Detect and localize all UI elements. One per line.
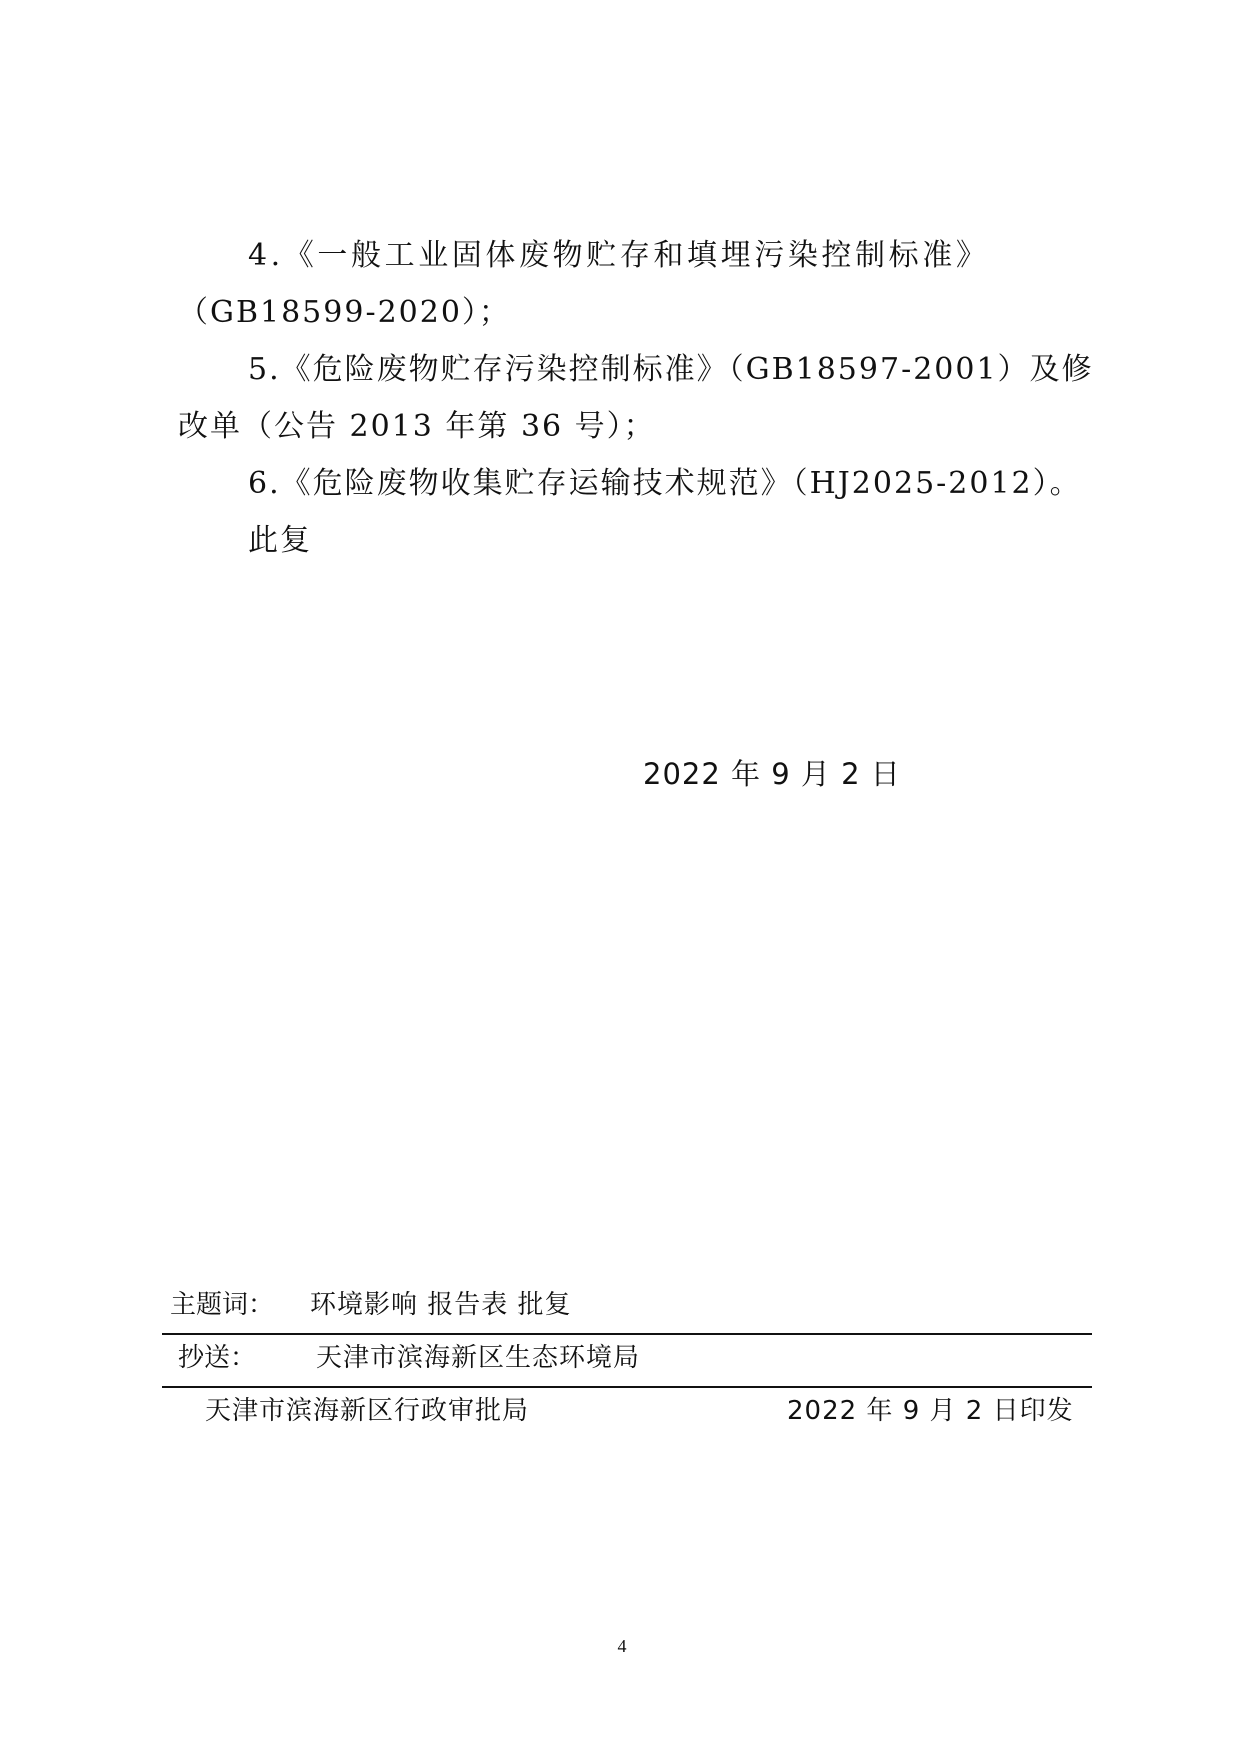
footer-divider-top <box>162 1333 1092 1335</box>
reference-item-6: 6.《危险废物收集贮存运输技术规范》（HJ2025-2012）。 <box>248 466 1082 501</box>
reference-item-5: 5.《危险废物贮存污染控制标准》（GB18597-2001）及修 <box>248 352 1094 387</box>
cc-label: 抄送： <box>178 1343 257 1373</box>
keywords-label: 主题词： <box>170 1290 275 1320</box>
document-date: 2022 年 9 月 2 日 <box>643 757 901 791</box>
page-number: 4 <box>617 1636 627 1656</box>
reference-item-4: 4.《一般工业固体废物贮存和填埋污染控制标准》 <box>248 238 990 273</box>
keywords-value: 环境影响 报告表 批复 <box>310 1290 572 1320</box>
footer-divider-bottom <box>162 1386 1092 1388</box>
cc-value: 天津市滨海新区生态环境局 <box>316 1343 641 1373</box>
reference-item-5-continuation: 改单（公告 2013 年第 36 号）； <box>178 409 656 444</box>
issuing-authority: 天津市滨海新区行政审批局 <box>205 1396 530 1426</box>
closing-text: 此复 <box>248 523 312 558</box>
reference-item-4-code: （GB18599-2020）； <box>178 295 511 330</box>
issue-date: 2022 年 9 月 2 日印发 <box>787 1396 1074 1426</box>
